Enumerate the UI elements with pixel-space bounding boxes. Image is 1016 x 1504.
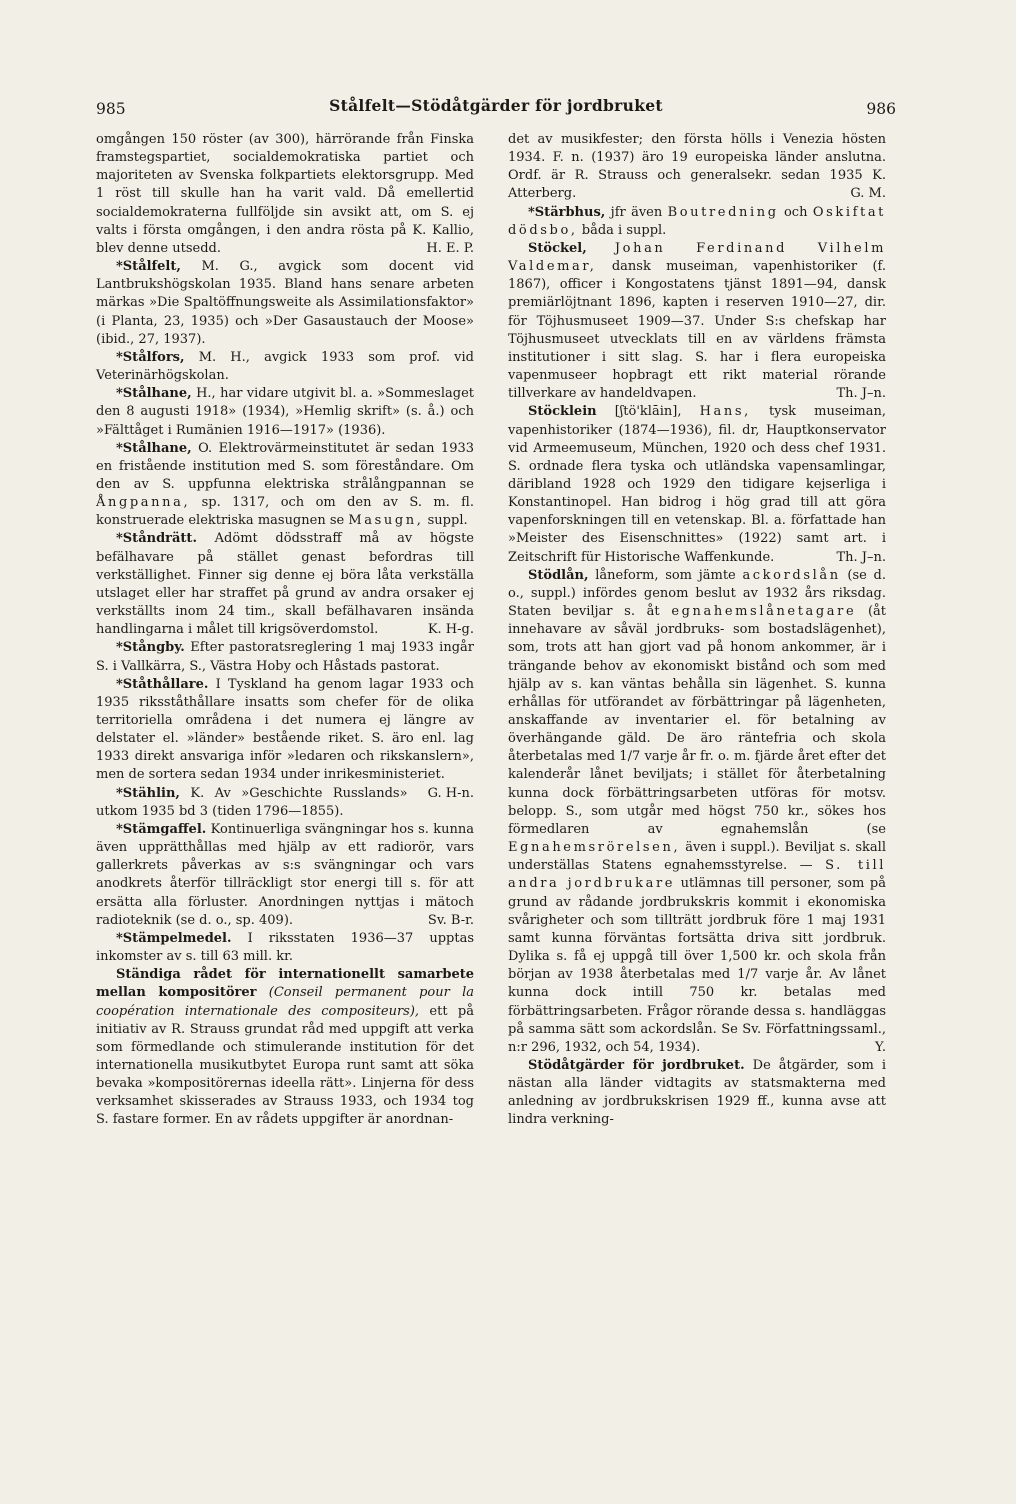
entry-headword: *Ståndrätt. bbox=[116, 531, 197, 547]
entry-standratt: *Ståndrätt. Adömt dödsstraff må av högste befälhavare på stället genast befordras till verkställighet. Finner sig denne ej böra låta verkställa utslaget eller har straffet på grund av andra orsaker ej verkställts inom 24 tim., skall befälhavaren insända handlingarna i målet till krigsöverdomstol. K. H-g. bbox=[96, 530, 474, 639]
entry-stalfelt: *Stålfelt, M. G., avgick som docent vid Lantbrukshögskolan 1935. Bland hans senare arbeten märkas »Die Spaltöffnungsweite als Assimilationsfaktor» (i Planta, 23, 1935) och »Der Gasaustauch der Moose» (ibid., 27, 1937). bbox=[96, 259, 474, 347]
cross-reference: Masugn, bbox=[348, 513, 424, 529]
entry-stalfors: *Stålfors, M. H., avgick 1933 som prof. vid Veterinärhögskolan. bbox=[96, 349, 474, 384]
cross-reference: Boutredning bbox=[667, 204, 779, 220]
cross-reference: egnahemslånetagare bbox=[671, 604, 857, 620]
running-header bbox=[96, 96, 896, 122]
right-column bbox=[508, 131, 886, 1130]
entry-headword: Stöckel, bbox=[528, 240, 587, 256]
entry-stodlan: Stödlån, låneform, som jämte ackordslån (se d. o., suppl.) infördes genom beslut av 1932 års riksdag. Staten beviljar s. åt egnahemslånetagare (åt innehavare av såväl jordbruks- som bostadslägenhet), som, trots att han gjort vad på honom ankommer, är i trängande behov av ekonomiskt bistånd och som med hjälp av s. kan väntas behålla sin lägenhet. S. kunna erhållas för utförandet av förbättringar på lägenheten, anskaffande av inventarier el. för betalning av överhängande gäld. De äro räntefria och skola återbetalas med 1/7 varje år fr. o. m. fjärde året efter det kalenderår lånet beviljats; i stället för återbetalning kunna dock förbättringsarbeten utföras för motsv. belopp. S., som utgår med högst 750 kr., sökes hos förmedlaren av egnahemslån (se Egnahemsrörelsen, även i suppl.). Beviljat s. skall underställas Statens egnahemsstyrelse. — S. till andra jordbrukare utlämnas till personer, som på grund av rådande jordbrukskris kommit i ekonomiska svårigheter och som tillträtt jordbruk före 1 maj 1931 samt kunna förväntas fortsätta driva sitt jordbruk. Dylika s. få ej uppgå till över 1,500 kr. och skola från början av 1938 återbetalas med 1/7 varje år. Av lånet kunna dock intill 750 kr. betalas med förbättringsarbeten. Frågor rörande dessa s. handläggas på samma sätt som ackordslån. Se Sv. Författningssaml., n:r 296, 1932, och 54, 1934). Y. bbox=[508, 567, 886, 1057]
page-number-left: 985 bbox=[96, 100, 126, 118]
signature: Th. J–n. bbox=[836, 549, 886, 565]
cross-reference: Oskiftat dödsbo, bbox=[508, 204, 887, 238]
entry-starbhus: *Stärbhus, jfr även Boutredning och Oskiftat dödsbo, båda i suppl. bbox=[508, 204, 887, 238]
left-column bbox=[96, 131, 474, 1130]
entry-headword: *Stålhane, bbox=[116, 440, 192, 456]
entry-headword: *Stålfors, bbox=[116, 349, 185, 365]
entry-stathallare: *Ståthållare. I Tyskland ha genom lagar 1933 och 1935 riksståthållare insatts som chefer för de olika territoriella områdena i det numera ej längre av delstater el. »länder» bestående riket. S. äro enl. lag 1933 direkt ansvariga inför »ledaren och rikskanslern», men de sortera sedan 1934 under inrikesministeriet. G. H-n. bbox=[96, 676, 474, 785]
entry-headword: Ständiga rådet för internationellt samarbete mellan kompositörer bbox=[96, 967, 474, 1001]
signature: Y. bbox=[874, 1039, 886, 1055]
entry-stodatgarder: Stödåtgärder för jordbruket. De åtgärder, som i nästan alla länder vidtagits av statsmakterna med anledning av jordbrukskrisen 1929 ff., kunna avse att lindra verkning- bbox=[508, 1057, 886, 1128]
entry-headword: *Ståthållare. bbox=[116, 676, 209, 692]
signature: Th. J–n. bbox=[836, 386, 886, 402]
entry-stalhane-h: *Stålhane, H., har vidare utgivit bl. a. »Sommeslaget den 8 augusti 1918» (1934), »Hemlig skrift» (s. å.) och »Fälttåget i Rumänien 1916—1917» (1936). bbox=[96, 386, 474, 438]
entry-headword: *Stählin, bbox=[116, 785, 180, 801]
cross-reference: Ångpanna, bbox=[96, 495, 191, 511]
entry-stockel: Stöckel, Johan Ferdinand Vilhelm Valdemar, dansk museiman, vapenhistoriker (f. 1867), officer i Kongostatens tjänst 1891—94, dansk premiärlöjtnant 1896, kapten i reserven 1910—27, dir. för Töjhusmuseet 1909—37. Under S:s chefskap har Töjhusmuseet utvecklats till en av världens främsta institutioner i sitt slag. S. har i flera europeiska vapenmuseer hopbragt ett rikt material rörande tillverkare av handeldvapen. Th. J–n. bbox=[508, 240, 886, 403]
entry-stocklein: Stöcklein [ʃtö'klāin], Hans, tysk museiman, vapenhistoriker (1874—1936), fil. dr, Hauptkonservator vid Armeemuseum, München, 1920 och dess chef 1931. S. ordnade flera tyska och utländska vapensamlingar, däribland 1928 och 1929 den tidigare kejserliga i Konstantinopel. Han bidrog i hög grad till att göra vapenforskningen till en vetenskap. Bl. a. författade han »Meister des Eisenschnittes» (1922) samt art. i Zeitschrift für Historische Waffenkunde. Th. J–n. bbox=[508, 403, 886, 566]
entry-standiga-radet: Ständiga rådet för internationellt samarbete mellan kompositörer (Conseil permanent pour la coopération internationale des compositeurs), ett på initiativ av R. Strauss grundat råd med uppgift att verka som förmedlande och stimulerande institution för det internationella musikutbytet Europa runt samt att söka bevaka »kompositörernas ideella rätt». Linjerna för dess verksamhet skisserades av Strauss 1933, och 1934 tog S. fastare former. En av rådets uppgifter är anordnan- bbox=[96, 967, 474, 1128]
cross-reference: ackordslån bbox=[742, 567, 841, 583]
entry-stangby: *Stångby. Efter pastoratsreglering 1 maj 1933 ingår S. i Vallkärra, S., Västra Hoby och Håstads pastorat. bbox=[96, 640, 474, 674]
entry-headword: *Stämgaffel. bbox=[116, 821, 207, 837]
entry-headword: Stöcklein bbox=[528, 404, 597, 420]
entry-stahlin: *Stählin, K. Av »Geschichte Russlands» utkom 1935 bd 3 (tiden 1796—1855). bbox=[96, 785, 408, 819]
entry-stampelmedel: *Stämpelmedel. I riksstaten 1936—37 upptas inkomster av s. till 63 mill. kr. bbox=[96, 930, 474, 965]
signature: K. H-g. bbox=[427, 622, 474, 638]
entry-headword: *Stålhane, bbox=[116, 386, 192, 402]
entry-stamgaffel: *Stämgaffel. Kontinuerliga svängningar hos s. kunna även upprätthållas med hjälp av ett radiorör, vars gallerkrets påverkas av s:s svängningar och vars anodkrets återför tillräckligt stor energi till s. för att ersätta alla förluster. Anordningen nyttjas i mätoch radioteknik (se d. o., sp. 409). Sv. B-r. bbox=[96, 821, 474, 930]
entry-headword: *Stämpelmedel. bbox=[116, 930, 232, 946]
entry-stalhane-o: *Stålhane, O. Elektrovärmeinstitutet är sedan 1933 en fristående institution med S. som föreståndare. Om den av S. uppfunna elektriska strålångpannan se Ångpanna, sp. 1317, och om den av S. m. fl. konstruerade elektriska masugnen se Masugn, suppl. bbox=[96, 440, 475, 529]
entry-headword: *Stärbhus, bbox=[528, 204, 606, 220]
entry-headword: Stödlån, bbox=[528, 567, 589, 583]
page-number-right: 986 bbox=[866, 100, 896, 118]
entry-headword: *Stångby. bbox=[116, 640, 185, 656]
cross-reference: S. till andra jordbrukare bbox=[508, 858, 886, 892]
signature: G. H-n. bbox=[427, 785, 474, 801]
entry-continuation: omgången 150 röster (av 300), härrörande från Finska framstegspartiet, socialdemokratiska partiet och majoriteten av Svenska folkpartiets elektorsgrupp. Med 1 röst till skulle han ha varit vald. Då emellertid socialdemokraterna fullföljde sin avsikt att, om S. ej valts i första omgången, i den andra rösta på K. Kallio, blev denne utsedd. H. E. P. bbox=[96, 131, 474, 258]
entry-continuation: det av musikfester; den första hölls i Venezia hösten 1934. F. n. (1937) äro 19 europeiska länder anslutna. Ordf. är R. Strauss och generalsekr. sedan 1935 K. Atterberg. G. M. bbox=[508, 131, 886, 204]
signature: Sv. B-r. bbox=[427, 912, 474, 928]
entry-headword: *Stålfelt, bbox=[116, 259, 181, 275]
signature: H. E. P. bbox=[426, 240, 474, 256]
page-title: Stålfelt—Stödåtgärder för jordbruket bbox=[329, 96, 663, 115]
entry-headword: Stödåtgärder för jordbruket. bbox=[528, 1057, 745, 1073]
signature: G. M. bbox=[850, 186, 886, 202]
cross-reference: Egnahemsrörelsen, bbox=[508, 840, 681, 856]
